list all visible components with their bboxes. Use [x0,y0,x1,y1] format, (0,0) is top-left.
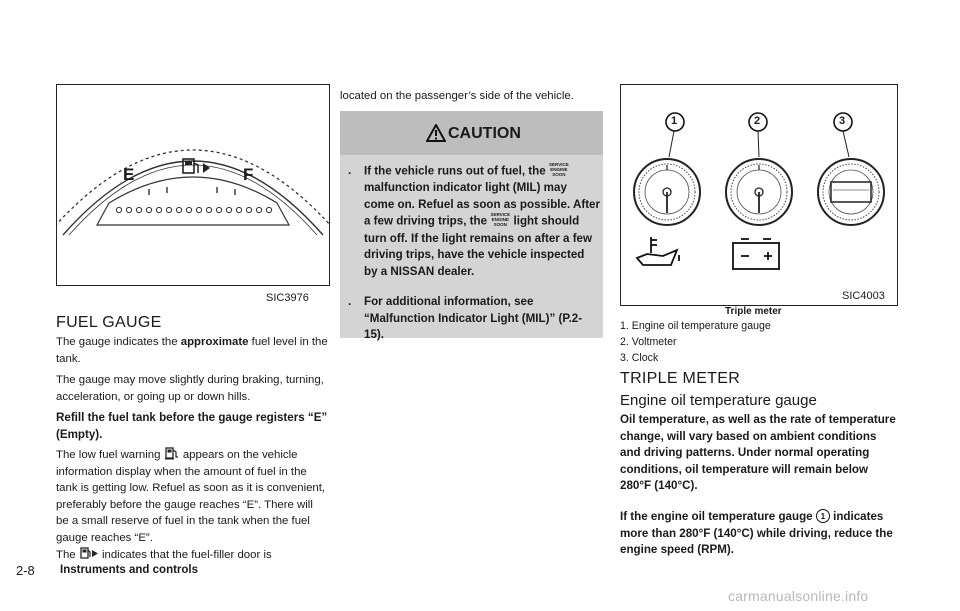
bold-paragraph: Oil temperature, as well as the rate of temperature change, will vary based on ambient conditions and driving patterns. Under normal operating conditions, oil temperature will remain below 280°F (140°C). [620,413,896,493]
page-number: 2-8 [16,563,35,578]
bullet: . [348,164,352,177]
caution-item: . For additional information, see “Malfunction Indicator Light (MIL)” (P.2-15). [348,295,583,342]
gauge-label-full: F [243,165,254,184]
caution-box [340,111,603,342]
fuel-gauge-figure [56,84,330,286]
low-fuel-warning-icon [164,447,180,460]
oil-temperature-icon [637,237,679,265]
gauge-label-empty: E [123,165,135,184]
caption-item: 1. Engine oil temperature gauge [620,320,771,332]
caution-header [340,111,603,155]
marker-1: 1 [816,509,830,523]
callout-3: 3 [839,115,846,127]
subsection-heading: Engine oil temperature gauge [620,392,817,409]
bold-paragraph: Refill the fuel tank before the gauge registers “E” (Empty). [56,411,328,441]
fuel-filler-door-icon [79,547,99,560]
continuation-text: located on the passenger’s side of the vehicle. [340,90,574,102]
paragraph: The low fuel warning appears on the vehicle information display when the amount of fuel in the tank is getting low. Refuel as soon as it is convenient, preferably before the gauge reaches “E”. There will be a small reserve of fuel in the tank when the fuel gauge reaches “E”. [56,449,326,544]
paragraph: The gauge indicates the approximate fuel level in the tank. [56,336,328,365]
bold-paragraph: If the engine oil temperature gauge 1 indicates more than 280°F (140°C) while driving, reduce the engine speed (RPM). [620,510,893,557]
watermark: carmanualsonline.info [728,588,869,604]
figure-code: SIC4003 [842,290,885,302]
caption-item: 3. Clock [620,352,659,364]
paragraph: The indicates that the fuel-filler door is [56,549,272,561]
caution-title: CAUTION [448,125,521,142]
section-heading: TRIPLE METER [620,370,741,387]
oil-temp-gauge [634,159,700,225]
battery-icon [733,239,779,269]
bullet: . [348,295,352,308]
warning-triangle-icon [426,124,446,142]
section-heading: FUEL GAUGE [56,314,162,331]
section-footer-title: Instruments and controls [60,564,199,576]
callout-1: 1 [671,115,678,127]
clock-gauge [818,159,884,225]
caution-item: . If the vehicle runs out of fuel, the SERVICE ENGINE SOON malfunction indicator light (MIL) may come on. Refuel as soon as possible. After a few driving trips, the SERVICE ENGINE SOON light should turn off. If the light remains on after a few driving trips, have the vehicle inspected by a NISSAN dealer. [348,162,601,278]
figure-title: Triple meter [725,306,782,317]
paragraph: The gauge may move slightly during braking, turning, acceleration, or going up or down hills. [56,374,324,403]
service-engine-soon-icon: SERVICE ENGINE SOON [549,162,569,177]
voltmeter-gauge [726,159,792,225]
service-engine-soon-icon: SERVICE ENGINE SOON [490,212,511,227]
figure-code: SIC3976 [266,292,309,304]
triple-meter-figure [620,84,898,306]
fuel-gauge-illustration [57,85,329,285]
callout-2: 2 [754,115,761,127]
caption-item: 2. Voltmeter [620,336,677,348]
